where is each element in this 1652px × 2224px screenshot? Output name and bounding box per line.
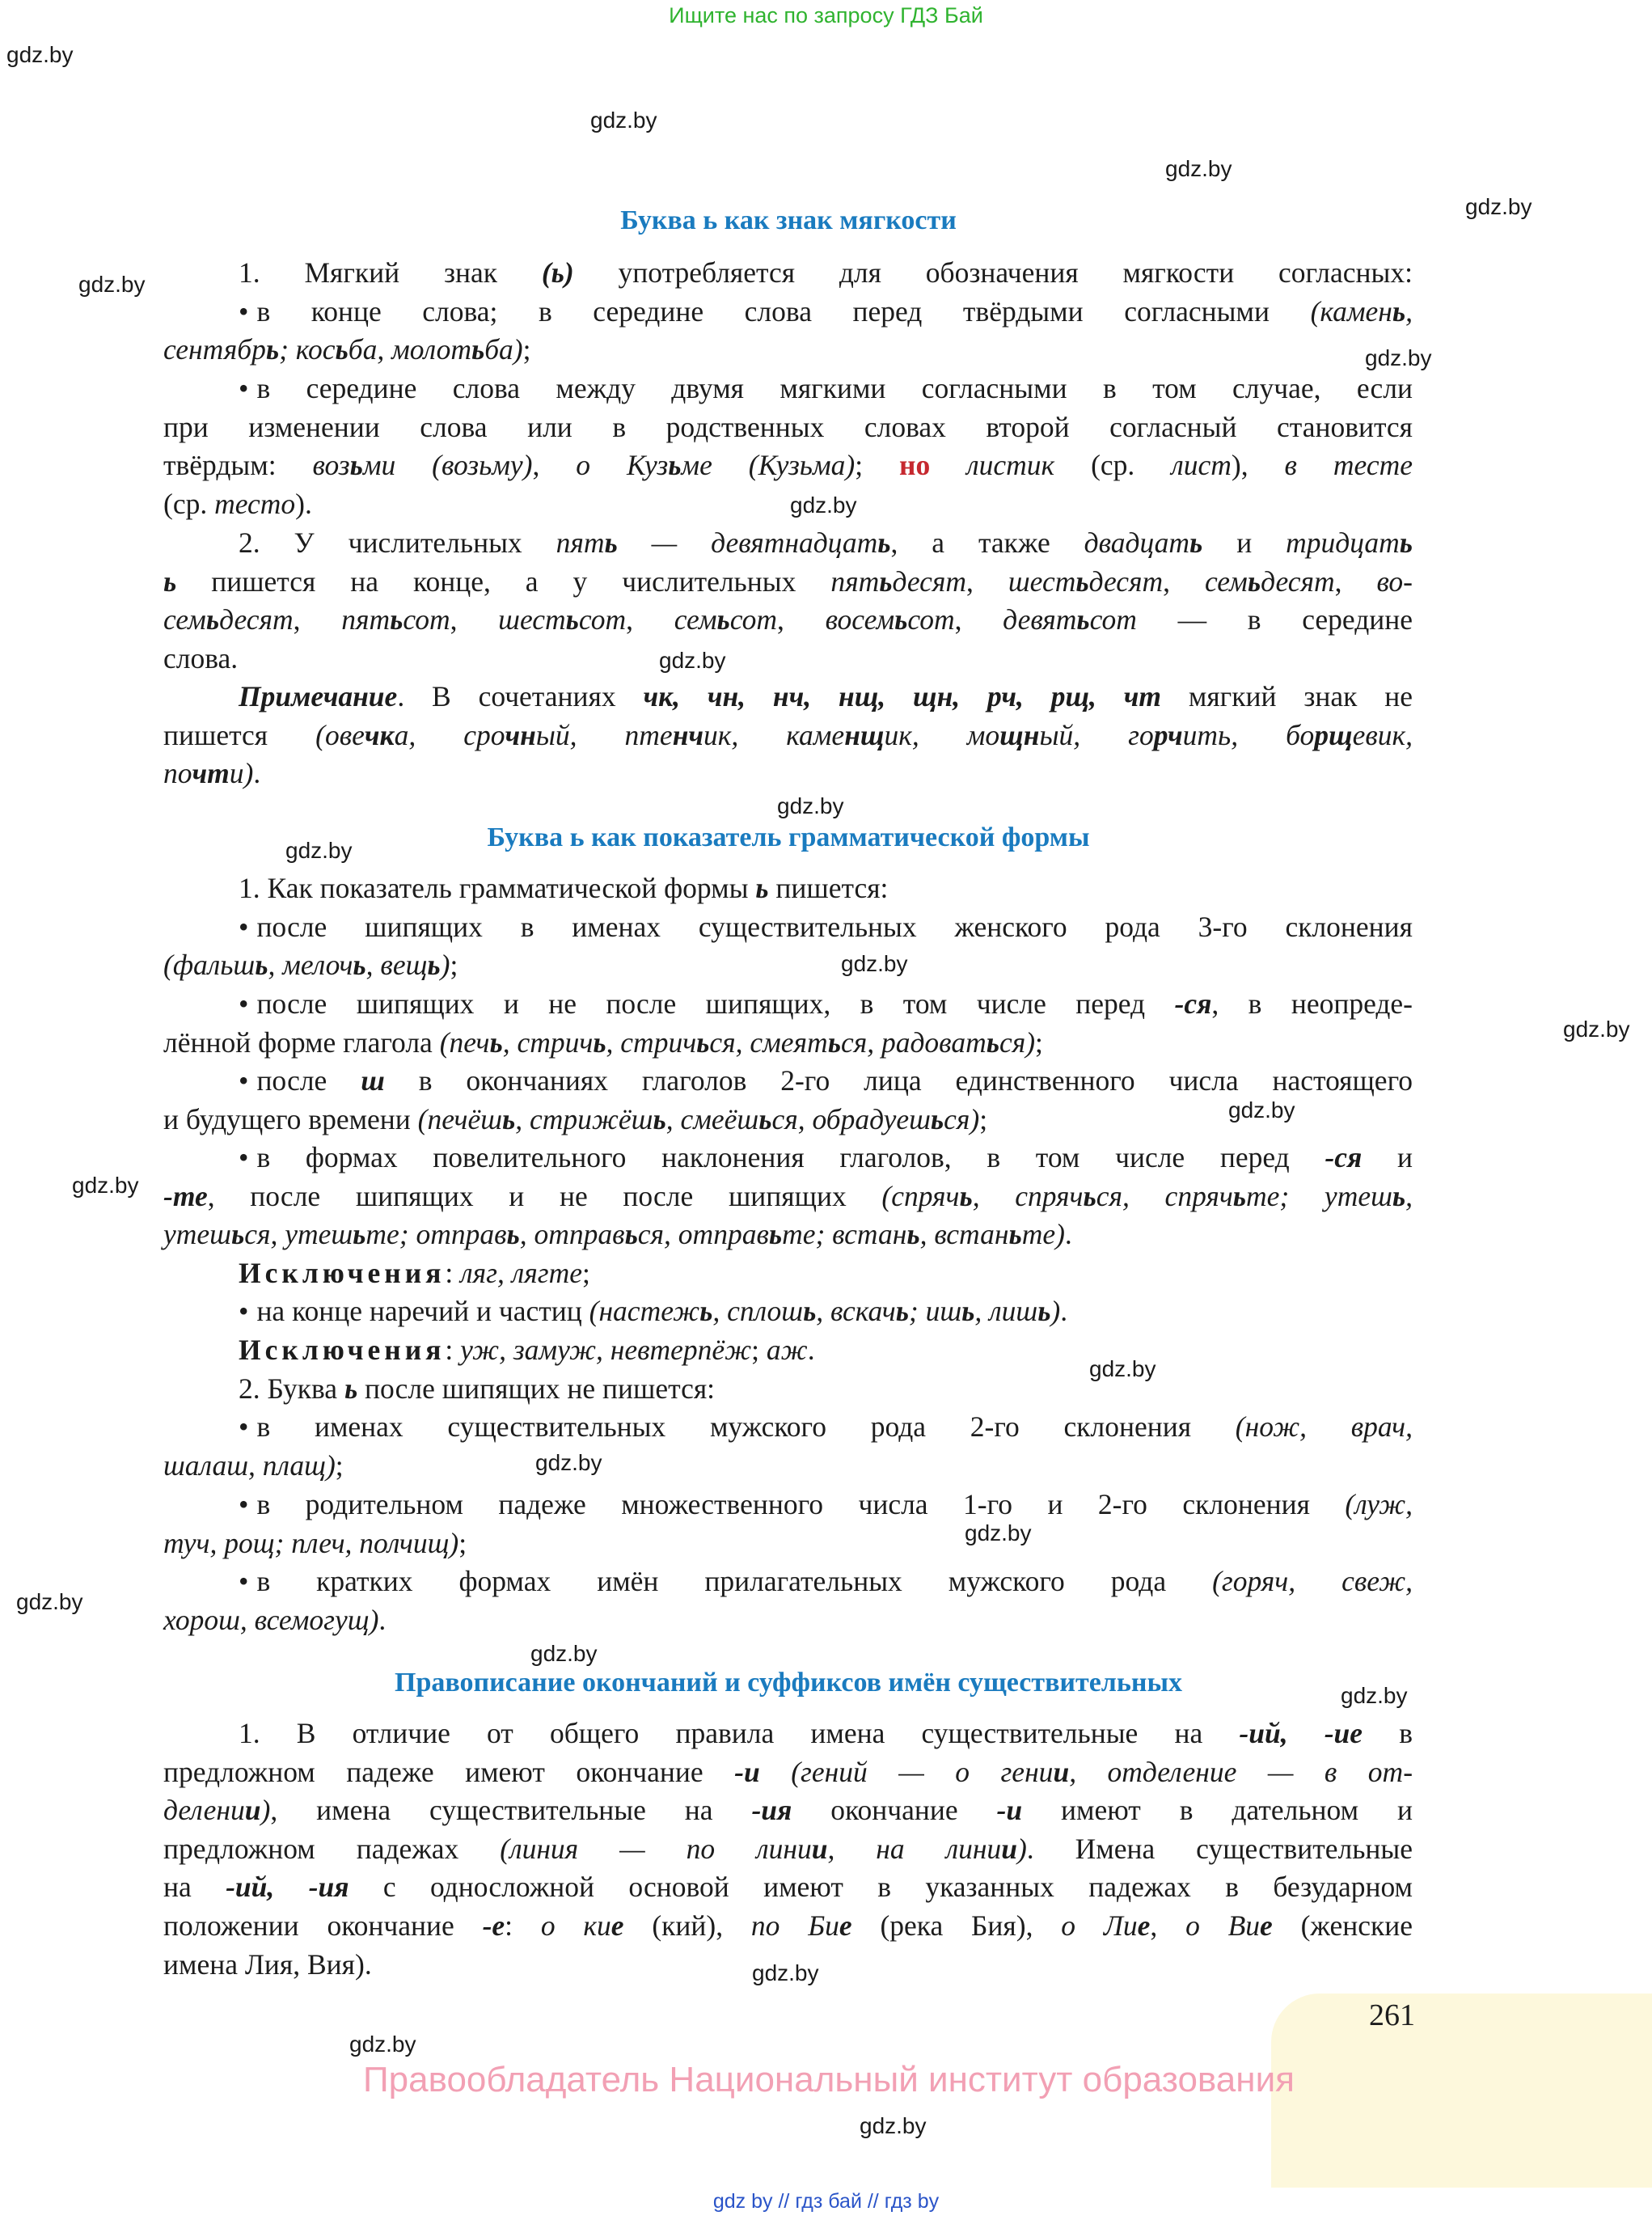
paragraph: • после шипящих и не после шипящих, в том числе перед -ся, в неопреде- лённой форме глагола (печь, стричь, стричься, смеяться, радоваться); [163,987,1413,1059]
watermark: gdz.by [790,493,857,518]
watermark: gdz.by [349,2032,416,2057]
watermark: gdz.by [659,648,726,673]
watermark: gdz.by [777,793,844,818]
watermark: gdz.by [1089,1356,1156,1381]
paragraph: • после ш в окончаниях глаголов 2-го лица единственного числа настоящего и будущего времени (печёшь, стрижёшь, смеёшься, обрадуешься); [163,1064,1413,1135]
watermark: gdz.by [965,1520,1032,1545]
watermark: gdz.by [16,1589,83,1614]
watermark: gdz.by [285,838,353,863]
watermark: gdz.by [530,1641,598,1666]
paragraph: 1. Как показатель грамматической формы ь пишется: • после шипящих в именах существительных женского рода 3-го склонения (фальшь, мелочь, вещь); [163,872,1413,982]
footer-links[interactable]: gdz by // гдз бай // гдз by [712,2190,940,2213]
paragraph: • в кратких формах имён прилагательных мужского рода (горяч, свеж, хорош, всемогущ). [163,1565,1413,1636]
watermark: gdz.by [1341,1683,1408,1708]
watermark: gdz.by [752,1960,819,1985]
page-number: 261 [1369,1998,1415,2032]
paragraph: Примечание. В сочетаниях чк, чн, нч, нщ, щн, рч, рщ, чт мягкий знак не пишется (овечка, срочный, птенчик, каменщик, мощный, горчить, борщевик, почти). [163,680,1413,790]
paragraph: • в середине слова между двумя мягкими согласными в том случае, если при изменении слова или в родственных словах второй согласный становится твёрдым: возьми (возьму), о Кузьме (Кузьма); но листик (ср. лист), в тесте (ср. тесто). [163,372,1413,520]
watermark: gdz.by [535,1450,602,1475]
paragraph: 1. В отличие от общего правила имена существительные на -ий, -ие в предложном падеже имеют окончание -и (гений — о гении, отделение — в от- делении), имена существительные на -ия окончание -и имеют в дательном и предложном падежах (линия — по линии, на линии). Имена существительные на -ий, -ия с односложной основой имеют в указанных падежах в безударном положении окончание -е: о кие (кий), по Бие (река Бия), о Лие, о Вие (женские имена Лия, Вия). [163,1717,1413,1981]
watermark: gdz.by [6,42,74,67]
paragraph: 2. У числительных пять — девятнадцать, а также двадцать и тридцать ь пишется на конце, а у числительных пятьдесят, шестьдесят, семьдесят, во- семьдесят, пятьсот, шестьсот, семьсот, восемьсот, девятьсот — в середине слова. [163,526,1413,674]
watermark: gdz.by [841,951,908,976]
watermark: gdz.by [1165,156,1232,181]
copyright-notice: Правообладатель Национальный институт образования [363,2060,1295,2099]
paragraph: • в формах повелительного наклонения глаголов, в том числе перед -ся и -те, после шипящих и не после шипящих (спрячь, спрячься, спрячьте; утешь, утешься, утешьте; отправь, отправься, отправьте; встань, встаньте). Исключения: ляг, лягте; • на конце наречий и частиц (настежь, сплошь, вскачь; ишь, лишь). Исключения: уж, замуж, невтерпёж; аж. 2. Буква ь после шипящих не пишется: • в именах существительных мужского рода 2-го склонения (нож, врач, шалаш, плащ); [163,1141,1413,1482]
watermark: gdz.by [1563,1017,1630,1042]
paragraph: 1. Мягкий знак (ь) употребляется для обозначения мягкости согласных: • в конце слова; в середине слова перед твёрдыми согласными (камень, сентябрь; косьба, молотьба); [163,256,1413,366]
watermark: gdz.by [590,108,657,133]
watermark: gdz.by [1228,1097,1295,1123]
watermark: gdz.by [860,2113,927,2138]
section-title: Правописание окончаний и суффиксов имён существительных [395,1668,1182,1698]
watermark: gdz.by [1365,345,1432,370]
watermark: gdz.by [78,272,146,297]
paragraph: • в родительном падеже множественного числа 1-го и 2-го склонения (луж, туч, рощ; плеч, полчищ); [163,1488,1413,1559]
section-title: Буква ь как знак мягкости [620,205,957,235]
top-banner[interactable]: Ищите нас по запросу ГДЗ Бай [669,3,983,27]
section-title: Буква ь как показатель грамматической формы [487,822,1090,852]
watermark: gdz.by [1465,194,1532,219]
watermark: gdz.by [72,1173,139,1198]
